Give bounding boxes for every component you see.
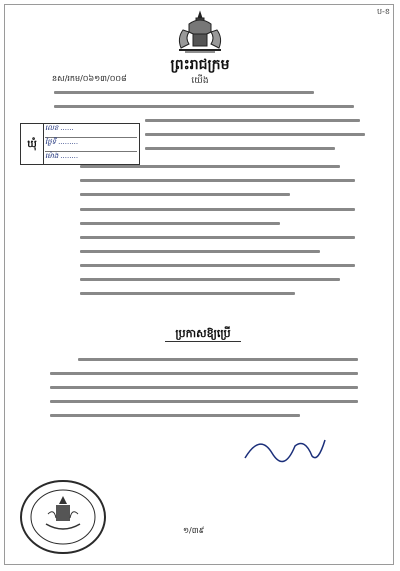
- received-stamp: [20, 123, 140, 165]
- document-subtitle: យើង: [191, 76, 209, 86]
- stamp-label: ឃុំ: [21, 124, 44, 164]
- text-line: [80, 179, 355, 182]
- text-line: [50, 372, 358, 375]
- text-line: [80, 222, 280, 225]
- stamp-row: ម៉ោង ........: [45, 152, 79, 160]
- text-line: [80, 278, 340, 281]
- text-line: [80, 208, 355, 211]
- page-number: ១/៣៩: [183, 526, 205, 535]
- text-line: [50, 386, 358, 389]
- section-title: ប្រកាសឱ្យប្រើ: [175, 327, 231, 340]
- text-line: [80, 292, 295, 295]
- text-line: [145, 119, 360, 122]
- stamp-row: លេខ ......: [45, 124, 137, 138]
- text-line: [145, 147, 335, 150]
- royal-seal-icon: [18, 478, 108, 556]
- text-line: [50, 414, 300, 417]
- signature-icon: [240, 428, 330, 468]
- text-line: [54, 91, 314, 94]
- text-line: [145, 133, 365, 136]
- text-line: [78, 358, 358, 361]
- royal-emblem-icon: [171, 10, 229, 54]
- text-line: [80, 236, 355, 239]
- corner-mark: ប-ខ: [376, 7, 390, 16]
- text-line: [80, 264, 355, 267]
- text-line: [54, 105, 354, 108]
- text-line: [80, 250, 320, 253]
- text-line: [50, 400, 358, 403]
- document-number: នស/រកម/០៦១៣/០០៨: [52, 74, 127, 83]
- document-title: ព្រះរាជក្រម: [170, 57, 230, 73]
- text-line: [80, 193, 290, 196]
- stamp-row: ថ្ងៃទី .........: [45, 138, 137, 152]
- section-underline: [165, 341, 241, 342]
- text-line: [80, 165, 340, 168]
